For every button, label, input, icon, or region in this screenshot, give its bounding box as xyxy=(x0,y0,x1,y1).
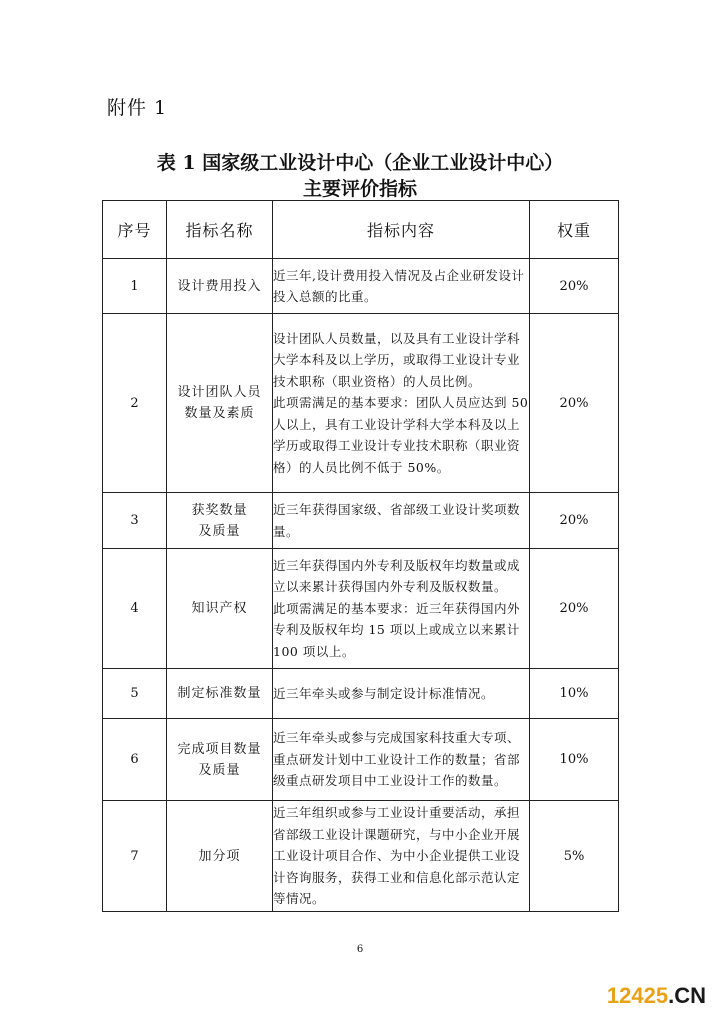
table-row xyxy=(103,801,619,912)
row-name-line: 数量及素质 xyxy=(184,406,255,421)
row-weight: 10% xyxy=(530,669,619,719)
row-seq: 4 xyxy=(103,549,167,669)
site-watermark xyxy=(607,983,706,1009)
row-name-line: 知识产权 xyxy=(191,601,248,616)
row-content-para: 近三年牵头或参与制定设计标准情况。 xyxy=(273,685,495,701)
row-content-para: 此项需满足的基本要求：近三年获得国内外专利及版权年均 15 项以上或成立以来累计 100 项以上。 xyxy=(273,600,521,659)
header-name: 指标名称 xyxy=(167,201,273,259)
header-seq: 序号 xyxy=(103,201,167,259)
row-weight: 20% xyxy=(530,314,619,493)
table-header-row xyxy=(103,201,619,259)
header-weight: 权重 xyxy=(530,201,619,259)
row-name-line: 制定标准数量 xyxy=(177,686,262,701)
row-content xyxy=(273,549,530,669)
row-name-line: 及质量 xyxy=(198,523,241,539)
row-seq: 6 xyxy=(103,719,167,801)
row-seq: 7 xyxy=(103,801,167,912)
page-number: 6 xyxy=(356,944,364,955)
row-content-para: 近三年,设计费用投入情况及占企业研发设计投入总额的比重。 xyxy=(273,267,525,304)
row-name xyxy=(167,549,273,669)
row-seq: 2 xyxy=(103,314,167,493)
row-content xyxy=(273,719,530,801)
row-content-para: 近三年牵头或参与完成国家科技重大专项、重点研发计划中工业设计工作的数量；省部级重点研发项目中工业设计工作的数量。 xyxy=(273,730,521,789)
row-name-line: 加分项 xyxy=(198,848,241,864)
table-row xyxy=(103,669,619,719)
table-row xyxy=(103,314,619,493)
row-seq: 5 xyxy=(103,669,167,719)
row-content-para: 近三年获得国家级、省部级工业设计奖项数量。 xyxy=(273,502,521,539)
row-content xyxy=(273,669,530,719)
row-name-line: 获奖数量 xyxy=(191,502,248,518)
row-name xyxy=(167,259,273,314)
row-content-para: 近三年获得国内外专利及版权年均数量或成立以来累计获得国内外专利及版权数量。 xyxy=(273,557,521,595)
row-name-line: 及质量 xyxy=(198,762,241,778)
evaluation-table xyxy=(102,200,619,912)
row-weight: 20% xyxy=(530,493,619,549)
row-content-para: 近三年组织或参与工业设计重要活动，承担省部级工业设计课题研究，与中小企业开展工业设计项目合作、为中小企业提供工业设计咨询服务，获得工业和信息化部示范认定等情况。 xyxy=(273,805,521,907)
watermark-number: 12425 xyxy=(606,983,669,1008)
row-weight: 20% xyxy=(530,259,619,314)
row-weight: 20% xyxy=(530,549,619,669)
row-name xyxy=(167,719,273,801)
row-name xyxy=(167,669,273,719)
table-row xyxy=(103,493,619,549)
row-name-line: 设计团队人员 xyxy=(177,385,262,400)
row-name-line: 设计费用投入 xyxy=(177,278,262,294)
row-seq: 1 xyxy=(103,259,167,314)
row-content xyxy=(273,259,530,314)
table-row xyxy=(103,259,619,314)
row-content xyxy=(273,493,530,549)
table-subtitle: 主要评价指标 xyxy=(302,178,417,200)
row-seq: 3 xyxy=(103,493,167,549)
row-name xyxy=(167,801,273,912)
row-content xyxy=(273,314,530,493)
row-content-para: 此项需满足的基本要求：团队人员应达到 50 人以上，具有工业设计学科大学本科及以上学历或取得工业设计专业技术职称（职业资格）的人员比例不低于 50%。 xyxy=(273,395,529,475)
table-row xyxy=(103,549,619,669)
watermark-dot: . xyxy=(668,983,675,1008)
table-title: 表 1 国家级工业设计中心（企业工业设计中心） xyxy=(156,152,564,174)
header-content: 指标内容 xyxy=(273,201,530,259)
row-name xyxy=(167,314,273,493)
attachment-label: 附件 1 xyxy=(107,97,168,119)
row-name-line: 完成项目数量 xyxy=(177,741,262,757)
row-weight: 10% xyxy=(530,719,619,801)
watermark-suffix: CN xyxy=(674,983,706,1008)
row-weight: 5% xyxy=(530,801,619,912)
table-row xyxy=(103,719,619,801)
row-content-para: 设计团队人员数量，以及具有工业设计学科大学本科及以上学历，或取得工业设计专业技术职称（职业资格）的人员比例。 xyxy=(273,330,521,389)
row-name xyxy=(167,493,273,549)
row-content xyxy=(273,801,530,912)
